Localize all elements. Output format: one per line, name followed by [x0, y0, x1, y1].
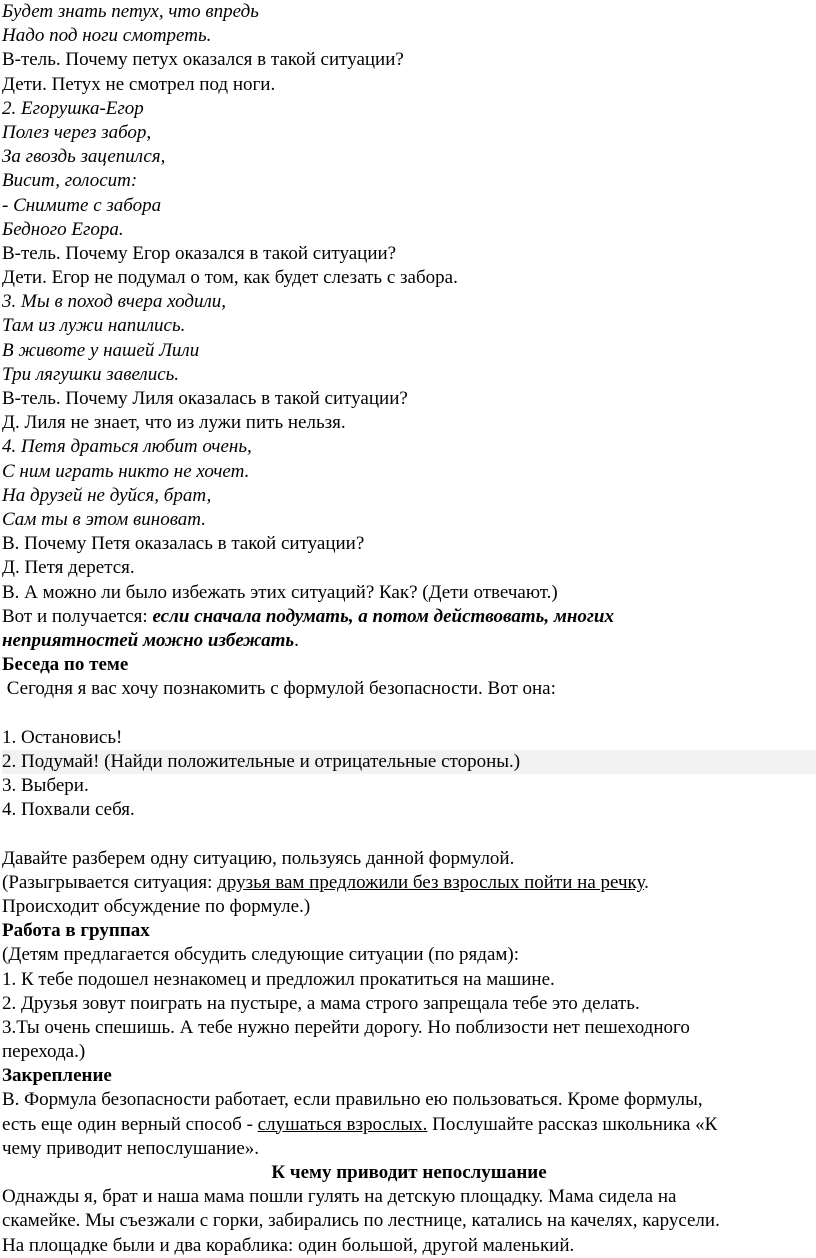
section-heading: Работа в группах — [2, 920, 150, 942]
conclusion-emphasis: если сначала подумать, а потом действовать, многих — [152, 605, 615, 627]
poem-line: Там из лужи напились. — [2, 315, 186, 337]
paragraph-line: (Детям предлагается обсудить следующие ситуации (по рядам): — [2, 944, 520, 966]
paragraph-line: Давайте разберем одну ситуацию, пользуясь данной формулой. — [2, 847, 515, 869]
poem-line: На друзей не дуйся, брат, — [2, 484, 212, 506]
situation-item: 1. К тебе подошел незнакомец и предложил прокатиться на машине. — [2, 968, 555, 990]
situation-text: друзья вам предложили без взрослых пойти на речку — [217, 871, 645, 893]
poem-line: Висит, голосит: — [2, 170, 138, 192]
poem-line: Будет знать петух, что впредь — [2, 1, 259, 22]
conclusion-period: . — [294, 629, 299, 651]
story-line: Однажды я, брат и наша мама пошли гулять на детскую площадку. Мама сидела на — [2, 1186, 677, 1208]
paragraph-line — [2, 1113, 816, 1137]
teacher-question: В. Почему Петя оказалась в такой ситуации? — [2, 533, 365, 555]
paragraph-line: Сегодня я вас хочу познакомить с формулой безопасности. Вот она: — [2, 678, 556, 700]
poem-line: Надо под ноги смотреть. — [2, 25, 212, 47]
paragraph-line: чему приводит непослушание». — [2, 1137, 260, 1159]
situation-item: 3.Ты очень спешишь. А тебе нужно перейти дорогу. Но поблизости нет пешеходного — [2, 1016, 690, 1038]
story-title: К чему приводит непослушание — [271, 1162, 547, 1183]
formula-step: 4. Похвали себя. — [2, 799, 135, 821]
section-heading: Закрепление — [2, 1065, 112, 1087]
poem-line: За гвоздь зацепился, — [2, 146, 166, 168]
situation-item: 2. Друзья зовут поиграть на пустыре, а мама строго запрещала тебе это делать. — [2, 992, 640, 1014]
poem-line: 2. Егорушка-Егор — [2, 97, 144, 119]
children-answer: Дети. Егор не подумал о том, как будет слезать с забора. — [2, 267, 458, 289]
method-intro: есть еще один верный способ - — [2, 1113, 258, 1135]
poem-line: Сам ты в этом виноват. — [2, 508, 207, 530]
conclusion-intro: Вот и получается: — [2, 605, 153, 627]
situation-period: . — [644, 871, 649, 893]
poem-line: 4. Петя драться любит очень, — [2, 436, 252, 458]
blank-line — [2, 701, 816, 725]
conclusion-emphasis: неприятностей можно избежать — [2, 629, 295, 651]
formula-step: 3. Выбери. — [2, 775, 89, 796]
poem-line: - Снимите с забора — [2, 194, 162, 216]
children-answer: Д. Петя дерется. — [2, 557, 135, 579]
teacher-question: В-тель. Почему петух оказался в такой ситуации? — [2, 49, 404, 71]
children-answer: Д. Лиля не знает, что из лужи пить нельзя. — [2, 412, 346, 434]
story-line: На площадке были и два кораблика: один большой, другой маленький. — [2, 1234, 575, 1256]
conclusion-line — [2, 605, 816, 629]
poem-line: С ним играть никто не хочет. — [2, 460, 250, 482]
teacher-question: В. А можно ли было избежать этих ситуаций? Как? (Дети отвечают.) — [2, 581, 558, 603]
paragraph-line: В. Формула безопасности работает, если правильно ею пользоваться. Кроме формулы, — [2, 1089, 703, 1111]
teacher-question: В-тель. Почему Лиля оказалась в такой ситуации? — [2, 388, 408, 409]
situation-intro: (Разыгрывается ситуация: — [2, 871, 218, 893]
story-line: скамейке. Мы съезжали с горки, забирались по лестнице, катались на качелях, карусели. — [2, 1210, 720, 1232]
situation-item: перехода.) — [2, 1041, 86, 1063]
poem-line: В животе у нашей Лили — [2, 339, 200, 361]
poem-line: Три лягушки завелись. — [2, 363, 180, 385]
method-text: слушаться взрослых. — [257, 1113, 428, 1135]
formula-step: 1. Остановись! — [2, 726, 123, 748]
formula-step: 2. Подумай! (Найди положительные и отрицательные стороны.) — [2, 750, 816, 774]
conclusion-line — [2, 629, 816, 653]
children-answer: Дети. Петух не смотрел под ноги. — [2, 73, 276, 95]
poem-line: Полез через забор, — [2, 121, 152, 143]
poem-line: 3. Мы в поход вчера ходили, — [2, 291, 226, 313]
paragraph-line — [2, 871, 816, 895]
blank-line — [2, 822, 816, 846]
paragraph-line: Происходит обсуждение по формуле.) — [2, 895, 311, 917]
teacher-question: В-тель. Почему Егор оказался в такой ситуации? — [2, 242, 397, 264]
method-rest: Послушайте рассказ школьника «К — [427, 1113, 718, 1135]
section-heading: Беседа по теме — [2, 654, 129, 676]
poem-line: Бедного Егора. — [2, 218, 124, 240]
